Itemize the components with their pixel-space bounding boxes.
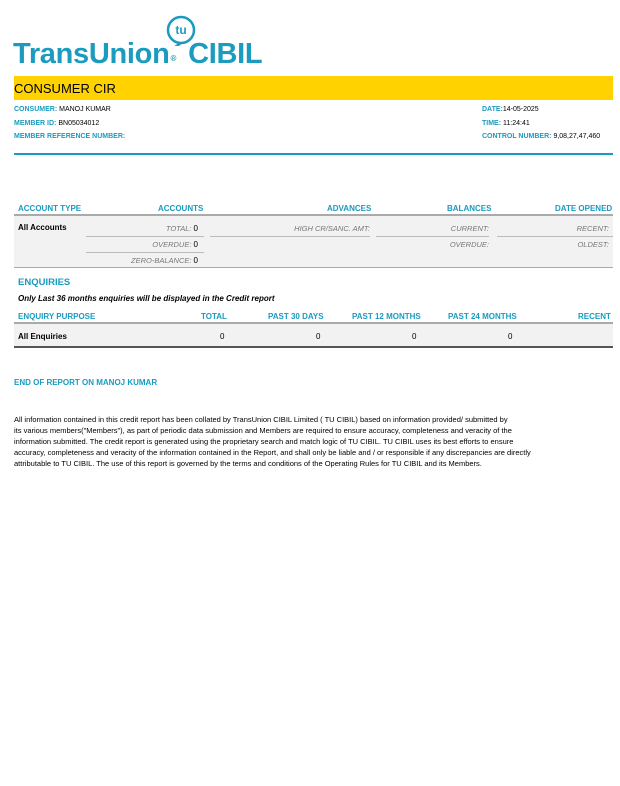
col-accounts: ACCOUNTS — [158, 204, 204, 213]
high-cr-label: HIGH CR/SANC. AMT: — [294, 224, 370, 233]
enquiries-past12-value: 0 — [412, 332, 417, 341]
disclaimer-line: attributable to TU CIBIL. The use of this report is governed by the terms and conditions of the Operating Rules for TU CIBIL and its Members. — [14, 459, 482, 468]
time-label: TIME: — [482, 120, 502, 127]
col-date-opened: DATE OPENED — [555, 204, 613, 213]
member-id-line — [14, 120, 99, 127]
overdue-value: 0 — [193, 240, 198, 249]
disclaimer-line: accuracy, completeness and veracity of the information contained in the Report, and shall only be liable and / or responsible if any discrepancies are directly — [14, 448, 531, 457]
accounts-bottom-rule — [14, 267, 613, 268]
end-of-report: END OF REPORT ON MANOJ KUMAR — [14, 378, 158, 387]
disclaimer-line: its various members("Members"), as part of periodic data submission and Members are required to ensure accuracy, completeness and veracity of the — [14, 426, 512, 435]
col-past-12-months: PAST 12 MONTHS — [352, 312, 421, 321]
logo-brand: TransUnion — [13, 38, 170, 70]
balance-overdue-label: OVERDUE: — [449, 240, 489, 249]
enquiries-title: ENQUIRIES — [18, 277, 71, 288]
all-enquiries-label: All Enquiries — [18, 332, 67, 341]
col-total: TOTAL — [201, 312, 227, 321]
current-label: CURRENT: — [450, 224, 489, 233]
date-label: DATE: — [482, 106, 503, 113]
oldest-label: OLDEST: — [577, 240, 609, 249]
enquiries-row — [14, 324, 613, 346]
col-past-24-months: PAST 24 MONTHS — [448, 312, 517, 321]
enquiries-note: Only Last 36 months enquiries will be displayed in the Credit report — [18, 294, 275, 303]
consumer-line — [14, 106, 111, 113]
col-enquiry-purpose: ENQUIRY PURPOSE — [18, 312, 96, 321]
control-number-line — [482, 133, 600, 140]
time-value: 11:24:41 — [503, 120, 530, 127]
col-account-type: ACCOUNT TYPE — [18, 204, 82, 213]
all-accounts-label: All Accounts — [18, 223, 67, 232]
logo-reg-mark: ® — [170, 54, 177, 63]
member-ref-label: MEMBER REFERENCE NUMBER: — [14, 133, 126, 140]
logo-wordmark — [13, 38, 262, 71]
enquiries-past24-value: 0 — [508, 332, 513, 341]
enquiries-bottom-rule — [14, 346, 613, 348]
col-recent: RECENT — [578, 312, 611, 321]
date-value: 14-05-2025 — [502, 106, 539, 113]
high-cr-divider — [210, 236, 370, 237]
header-divider — [14, 153, 613, 155]
enquiries-past30-value: 0 — [316, 332, 321, 341]
total-cell — [86, 224, 198, 233]
date-line — [482, 106, 539, 113]
logo-product: CIBIL — [188, 38, 263, 70]
member-id-value: BN05034012 — [58, 120, 100, 127]
zero-balance-label: ZERO-BALANCE: — [131, 256, 192, 265]
col-balances: BALANCES — [447, 204, 492, 213]
overdue-label: OVERDUE: — [152, 240, 192, 249]
recent-divider — [497, 236, 613, 237]
col-past-30-days: PAST 30 DAYS — [268, 312, 324, 321]
total-value: 0 — [193, 224, 198, 233]
disclaimer-line: information submitted. The credit report is generated using the proprietary search and match logic of TU CIBIL. TU CIBIL uses its best efforts to ensure — [14, 437, 514, 446]
total-label: TOTAL: — [165, 224, 192, 233]
consumer-value: MANOJ KUMAR — [59, 106, 111, 113]
member-id-label: MEMBER ID: — [14, 120, 57, 127]
disclaimer-line: All information contained in this credit report has been collated by TransUnion CIBIL Limited ( TU CIBIL) based on information provided/ submitted by — [14, 415, 508, 424]
zero-balance-value: 0 — [193, 256, 198, 265]
transunion-cibil-logo — [13, 14, 303, 70]
tu-logo-text: tu — [175, 23, 187, 37]
disclaimer — [14, 414, 614, 469]
enquiries-total-value: 0 — [220, 332, 225, 341]
report-title: CONSUMER CIR — [14, 81, 116, 96]
report-title-banner — [14, 76, 613, 100]
time-line — [482, 120, 530, 127]
overdue-cell — [86, 240, 198, 249]
control-number-value: 9,08,27,47,460 — [553, 133, 601, 140]
control-number-label: CONTROL NUMBER: — [482, 133, 552, 140]
member-ref-line — [14, 133, 125, 140]
zero-balance-cell — [86, 256, 198, 265]
current-divider — [376, 236, 489, 237]
col-advances: ADVANCES — [327, 204, 372, 213]
consumer-label: CONSUMER: — [14, 106, 58, 113]
overdue-divider — [86, 252, 204, 253]
recent-label: RECENT: — [576, 224, 609, 233]
total-divider — [86, 236, 204, 237]
